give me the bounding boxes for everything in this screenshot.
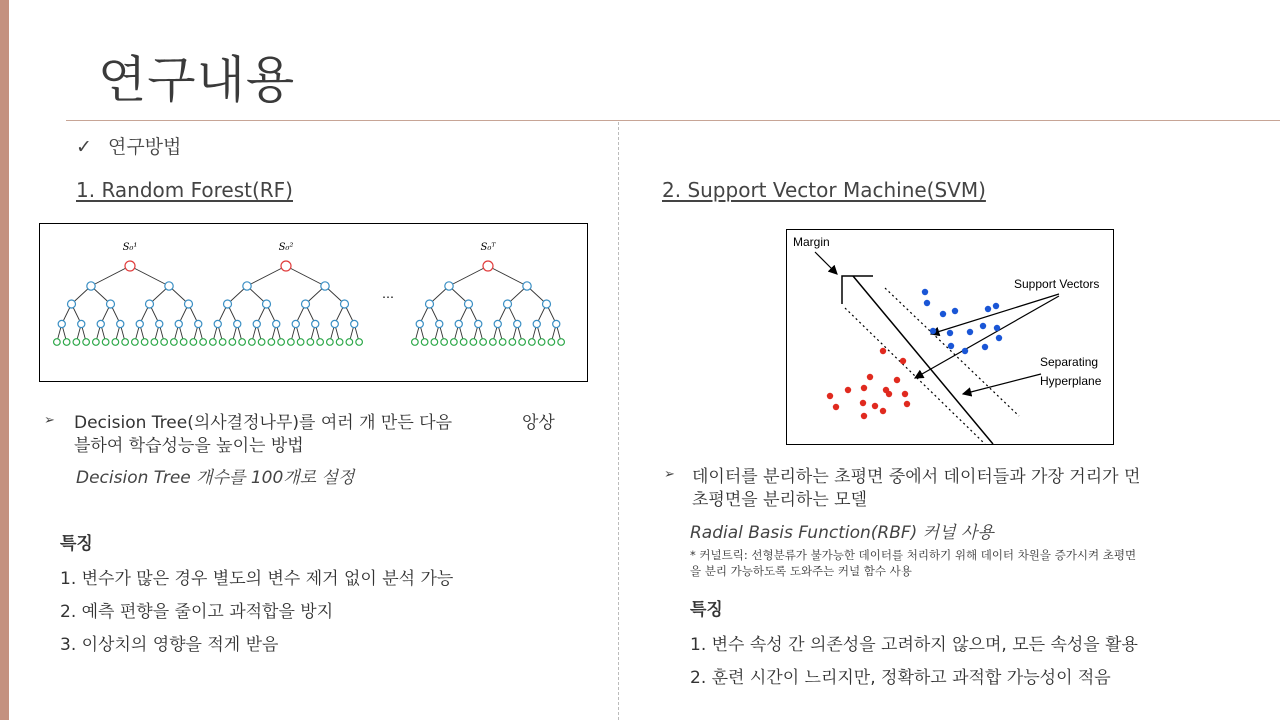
tree-node [239, 339, 246, 346]
tree-node [543, 300, 551, 308]
tree-node [553, 320, 560, 327]
tree-node [224, 300, 232, 308]
red-class-point [845, 387, 851, 393]
blue-class-point [962, 348, 968, 354]
red-class-point [861, 413, 867, 419]
tree-node [558, 339, 565, 346]
tree-node [93, 339, 100, 346]
tree-node [494, 320, 501, 327]
random-forest-diagram [40, 224, 587, 381]
tree-node [58, 320, 65, 327]
tree-node [190, 339, 197, 346]
margin-arrow [815, 252, 837, 274]
method-heading-text: 연구방법 [107, 136, 182, 158]
tree-node [278, 339, 285, 346]
column-divider [618, 122, 619, 720]
red-class-point [904, 401, 910, 407]
page-title: 연구내용 [98, 51, 296, 109]
tree-node [421, 339, 428, 346]
tree-node [107, 300, 115, 308]
tree-node [214, 320, 221, 327]
tree-node [436, 320, 443, 327]
tree-node [102, 339, 109, 346]
tree-node [465, 300, 473, 308]
tree-edge [488, 266, 527, 286]
tree-node [151, 339, 158, 346]
svm-data-points [827, 289, 1002, 419]
tree-node [249, 339, 256, 346]
tree-node [470, 339, 477, 346]
red-class-point [872, 403, 878, 409]
tree-node [317, 339, 324, 346]
tree-node [475, 320, 482, 327]
svm-heading: 2. Support Vector Machine(SVM) [662, 178, 986, 202]
tree-node [445, 282, 453, 290]
tree-node [195, 320, 202, 327]
red-class-point [880, 408, 886, 414]
tree-node [480, 339, 487, 346]
red-class-point [886, 391, 892, 397]
tree-node [171, 339, 178, 346]
rf-features-title: 특징 [60, 534, 93, 554]
tree-node [529, 339, 536, 346]
blue-class-point [930, 328, 936, 334]
tree-node [533, 320, 540, 327]
tree-node [455, 320, 462, 327]
tree-node [426, 300, 434, 308]
blue-class-point [993, 303, 999, 309]
tree-node [341, 300, 349, 308]
red-class-point [833, 404, 839, 410]
support-vectors-label: Support Vectors [1014, 277, 1100, 291]
tree-node [346, 339, 353, 346]
tree-node [412, 339, 419, 346]
tree-edge [449, 266, 488, 286]
tree-edge [91, 266, 130, 286]
svm-bullet-icon: ➢ [664, 467, 675, 482]
red-class-point [860, 400, 866, 406]
tree-root-node [125, 261, 135, 271]
tree-node [165, 282, 173, 290]
rf-description-line2: 블하여 학습성능을 높이는 방법 [74, 436, 304, 456]
tree-node [292, 320, 299, 327]
tree-node [229, 339, 236, 346]
tree-node [538, 339, 545, 346]
tree-node [297, 339, 304, 346]
tree-node [312, 320, 319, 327]
svm-note-line2: 을 분리 가능하도록 도와주는 커널 함수 사용 [690, 564, 912, 578]
hyperplane-label-1: Separating [1040, 355, 1099, 369]
tree-edge [286, 266, 325, 286]
left-accent-bar [0, 0, 9, 720]
margin-line-lower [845, 308, 985, 444]
rf-feature-3: 3. 이상치의 영향을 적게 받음 [60, 635, 279, 655]
tree-node [431, 339, 438, 346]
tree-node [307, 339, 314, 346]
blue-class-point [982, 344, 988, 350]
svm-description-line1: 데이터를 분리하는 초평면 중에서 데이터들과 가장 거리가 먼 [692, 467, 1141, 487]
tree-node [117, 320, 124, 327]
tree-node [441, 339, 448, 346]
tree-node [243, 282, 251, 290]
red-class-point [827, 393, 833, 399]
tree-node [321, 282, 329, 290]
tree-root-label: S₀ᵀ [480, 242, 496, 253]
blue-class-point [922, 289, 928, 295]
hyperplane-arrow [963, 374, 1041, 394]
tree-node [490, 339, 497, 346]
tree-node [356, 339, 363, 346]
tree-node [210, 339, 217, 346]
tree-node [73, 339, 80, 346]
red-class-point [894, 377, 900, 383]
tree-node [523, 282, 531, 290]
blue-class-point [952, 308, 958, 314]
tree-node [519, 339, 526, 346]
tree-node [68, 300, 76, 308]
tree-node [219, 339, 226, 346]
tree-node [302, 300, 310, 308]
svm-note-line1: * 커널트릭: 선형분류가 불가능한 데이터를 처리하기 위해 데이터 차원을 증가시켜 초평면 [690, 548, 1137, 562]
tree-node [548, 339, 555, 346]
tree-node [258, 339, 265, 346]
rf-feature-1: 1. 변수가 많은 경우 별도의 변수 제거 없이 분석 가능 [60, 569, 454, 589]
tree-node [122, 339, 129, 346]
tree-node [336, 339, 343, 346]
tree-node [263, 300, 271, 308]
blue-class-point [948, 343, 954, 349]
tree-node [234, 320, 241, 327]
svm-feature-1: 1. 변수 속성 간 의존성을 고려하지 않으며, 모든 속성을 활용 [690, 635, 1138, 655]
red-class-point [867, 374, 873, 380]
tree-node [460, 339, 467, 346]
tree-node [273, 320, 280, 327]
check-icon: ✓ [76, 136, 92, 158]
tree-node [146, 300, 154, 308]
margin-bracket [842, 276, 873, 304]
rf-description-gap-word: 앙상 [522, 413, 555, 433]
svm-description-line2: 초평면을 분리하는 모델 [692, 490, 868, 510]
red-class-point [900, 358, 906, 364]
svm-diagram [787, 230, 1113, 444]
svm-setting: Radial Basis Function(RBF) 커널 사용 [690, 523, 994, 543]
tree-node [509, 339, 516, 346]
blue-class-point [994, 325, 1000, 331]
svm-features-title: 특징 [690, 600, 723, 620]
tree-node [288, 339, 295, 346]
blue-class-point [940, 311, 946, 317]
blue-class-point [967, 329, 973, 335]
red-class-point [902, 391, 908, 397]
tree-node [97, 320, 104, 327]
tree-node [136, 320, 143, 327]
tree-node [141, 339, 148, 346]
svm-figure [786, 229, 1114, 445]
tree-root-label: S₀² [278, 242, 294, 253]
rf-heading: 1. Random Forest(RF) [76, 178, 293, 202]
tree-node [78, 320, 85, 327]
tree-node [161, 339, 168, 346]
tree-root-node [483, 261, 493, 271]
tree-node [331, 320, 338, 327]
title-divider [66, 120, 1280, 121]
rf-feature-2: 2. 예측 편향을 줄이고 과적합을 방지 [60, 602, 334, 622]
tree-node [351, 320, 358, 327]
tree-node [327, 339, 334, 346]
tree-node [87, 282, 95, 290]
tree-node [514, 320, 521, 327]
tree-node [112, 339, 119, 346]
tree-node [416, 320, 423, 327]
tree-node [253, 320, 260, 327]
tree-edge [247, 266, 286, 286]
tree-node [180, 339, 187, 346]
tree-ellipsis: … [382, 287, 394, 301]
tree-root-label: S₀¹ [122, 242, 138, 253]
red-class-point [880, 348, 886, 354]
blue-class-point [980, 323, 986, 329]
rf-description-line1: Decision Tree(의사결정나무)를 여러 개 만든 다음 [74, 413, 452, 433]
blue-class-point [924, 300, 930, 306]
rf-bullet-icon: ➢ [44, 413, 55, 428]
blue-class-point [985, 306, 991, 312]
tree-node [499, 339, 506, 346]
tree-node [268, 339, 275, 346]
tree-node [54, 339, 61, 346]
blue-class-point [996, 335, 1002, 341]
tree-node [156, 320, 163, 327]
tree-node [504, 300, 512, 308]
tree-node [63, 339, 70, 346]
tree-edge [130, 266, 169, 286]
tree-node [200, 339, 207, 346]
svm-feature-2: 2. 훈련 시간이 느리지만, 정확하고 과적합 가능성이 적음 [690, 668, 1111, 688]
random-forest-figure [39, 223, 588, 382]
tree-node [451, 339, 458, 346]
tree-node [175, 320, 182, 327]
hyperplane-label-2: Hyperplane [1040, 374, 1102, 388]
tree-root-node [281, 261, 291, 271]
rf-setting: Decision Tree 개수를 100개로 설정 [76, 468, 355, 488]
margin-label: Margin [793, 235, 830, 249]
tree-node [83, 339, 90, 346]
tree-node [185, 300, 193, 308]
tree-node [132, 339, 139, 346]
red-class-point [861, 385, 867, 391]
blue-class-point [947, 330, 953, 336]
method-heading [76, 132, 181, 159]
hyperplane-line [853, 276, 993, 444]
